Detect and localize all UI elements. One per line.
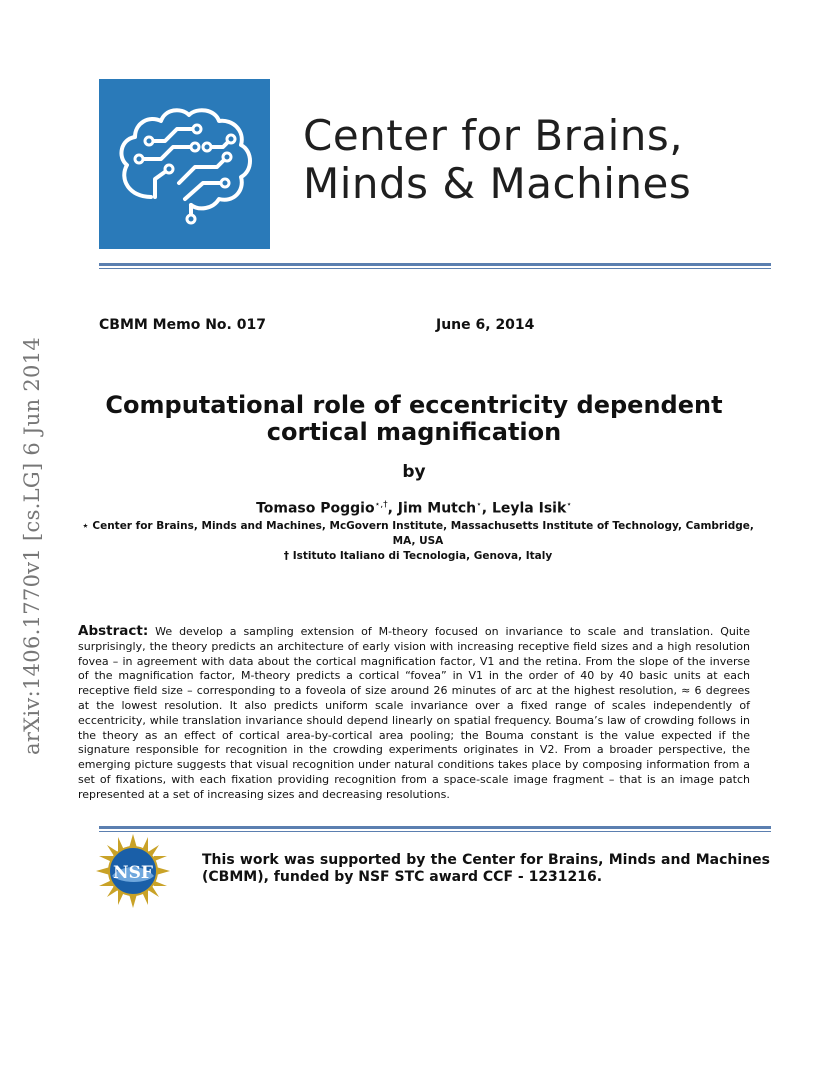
by-label: by [402, 462, 426, 482]
abstract-label: Abstract: [78, 623, 149, 639]
author-mutch: , Jim Mutch [387, 500, 477, 517]
paper-title-line2: cortical magnification [266, 418, 562, 446]
footer-rule [99, 826, 771, 832]
author-poggio: Tomaso Poggio [256, 500, 375, 517]
abstract-text: We develop a sampling extension of M-theory focused on invariance to scale and translation. Quite surprisingly, the theory predicts an architecture of early vision with increasing receptive field sizes and a high resolution fovea – in agreement with data about the cortical magnification factor, V1 and the retina. From the slope of the inverse of the magnification factor, M-theory predicts a cortical “fovea” in V1 in the order of 40 by 40 basic units at each receptive field size – corresponding to a foveola of size around 26 minutes of arc at the highest resolution, ≈ 6 degrees at the lowest resolution. It also predicts uniform scale invariance over a fixed range of scales independently of eccentricity, while translation invariance should depend linearly on spatial frequency. Bouma’s law of crowding follows in the theory as an effect of cortical area-by-cortical area pooling; the Bouma constant is the value expected if the signature responsible for recognition in the crowding experiments originates in V2. From a broader perspective, the emerging picture suggests that visual recognition under natural conditions takes place by composing information from a set of fixations, with each fixation providing recognition from a space-scale image fragment – that is an image patch represented at a set of increasing sizes and decreasing resolutions. [78, 625, 750, 801]
author-isik: , Leyla Isik [481, 500, 567, 517]
paper-title-line1: Computational role of eccentricity dependent [105, 391, 723, 419]
affiliations [78, 519, 758, 564]
center-name-line1: Center for Brains, [303, 111, 684, 160]
center-name-line2: Minds & Machines [303, 159, 692, 208]
nsf-seal-icon [96, 834, 170, 908]
funding-statement: This work was supported by the Center for Brains, Minds and Machines (CBMM), funded by NSF STC award CCF - 1231216. [202, 852, 770, 885]
affiliation-iit: † Istituto Italiano di Tecnologia, Genova, Italy [283, 550, 553, 562]
author-isik-marks: ⋆ [566, 500, 572, 510]
brain-circuit-icon [99, 79, 270, 249]
arxiv-stamp: arXiv:1406.1770v1 [cs.LG] 6 Jun 2014 [20, 336, 44, 755]
abstract [78, 624, 750, 803]
author-poggio-marks: ⋆,† [374, 500, 388, 510]
nsf-seal-text: NSF [113, 863, 153, 883]
affiliation-mit: ⋆ Center for Brains, Minds and Machines, McGovern Institute, Massachusetts Institute of Technology, Cambridge, MA, USA [82, 520, 754, 547]
paper-title [78, 392, 750, 446]
memo-date: June 6, 2014 [436, 317, 535, 333]
author-mutch-marks: ⋆ [476, 500, 482, 510]
memo-number: CBMM Memo No. 017 [99, 317, 266, 333]
nsf-logo [96, 834, 170, 912]
cbmm-logo [99, 79, 270, 249]
center-name [303, 112, 691, 208]
header-rule [99, 263, 771, 269]
authors [78, 500, 750, 517]
